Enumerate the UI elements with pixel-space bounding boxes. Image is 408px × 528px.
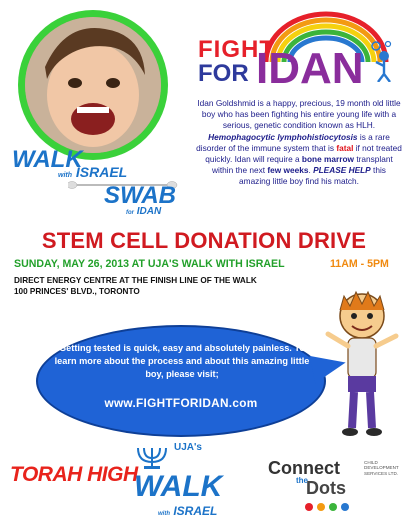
connect-the-dots-logo (268, 458, 404, 518)
few-weeks-emphasis: few weeks (267, 165, 309, 176)
for-text: for (126, 210, 134, 216)
uja-with-israel (158, 504, 217, 518)
bio-paragraph-2d: . (308, 165, 311, 176)
hlh-term: Hemophagocytic lymphohistiocytosis (208, 131, 358, 142)
israel-text: ISRAEL (75, 164, 128, 180)
uja-with-text: with (158, 511, 170, 517)
torah-high-logo: TORAH HIGH (10, 463, 138, 486)
walk-swab-logo (8, 146, 178, 226)
dots-text: Dots (306, 478, 346, 498)
with-israel-text (58, 164, 127, 180)
bio-text (196, 98, 402, 188)
menorah-icon (132, 440, 172, 470)
logo-for-text: FOR (198, 60, 249, 87)
for-idan-text (126, 206, 161, 217)
website-link[interactable]: www.FIGHTFORIDAN.com (104, 396, 258, 410)
event-venue (14, 275, 257, 297)
venue-line-2: 100 PRINCES' BLVD., TORONTO (14, 287, 140, 296)
uja-walk-text: WALK (134, 470, 223, 503)
bone-marrow-emphasis: bone marrow (301, 154, 355, 165)
with-text: with (58, 172, 72, 179)
swab-text: SWAB (104, 182, 176, 209)
bubble-boy-icon (368, 38, 398, 82)
cartoon-kid-icon (322, 290, 402, 440)
child-photo (25, 17, 161, 153)
child-photo-frame (18, 10, 168, 160)
venue-line-1: DIRECT ENERGY CENTRE AT THE FINISH LINE OF THE WALK (14, 276, 257, 285)
event-headline: STEM CELL DONATION DRIVE (41, 228, 367, 253)
please-help-emphasis: PLEASE HELP (313, 165, 371, 176)
event-time: 11AM - 5PM (330, 258, 389, 270)
bio-paragraph-3: this amazing little boy find his match. (239, 165, 386, 187)
bio-paragraph-1: Idan Goldshmid is a happy, precious, 19 month old little boy who has been fighting his entire young life with a serious, genetic condition known as HLH. (197, 98, 401, 131)
uja-walk-logo (130, 440, 260, 522)
bio-paragraph-2a: is a rare disorder of the immune system that is (196, 131, 390, 153)
event-date: SUNDAY, MAY 26, 2013 AT UJA'S WALK WITH ISRAEL (14, 258, 285, 270)
logo-fight-text: FIGHT (198, 36, 275, 63)
logo-idan-text: IDAN (256, 44, 364, 93)
fatal-emphasis: fatal (336, 142, 354, 153)
uja-israel-text: ISRAEL (173, 504, 218, 518)
bubble-message: Getting tested is quick, easy and absolutely painless. To learn more about the process and about this amazing little boy, please visit; (54, 343, 310, 379)
child-development-text: CHILD DEVELOPMENT SERVICES LTD. (364, 460, 399, 476)
walk-text: WALK (12, 146, 83, 173)
dots-icon (304, 502, 364, 512)
uja-label: UJA's (174, 442, 202, 453)
the-text: the (296, 476, 308, 485)
connect-text: Connect (268, 458, 340, 478)
bio-paragraph-2c: transplant within the next (212, 154, 393, 176)
fight-for-idan-logo (196, 10, 396, 93)
bio-paragraph-2b: if not treated quickly. Idan will require a (205, 142, 402, 165)
idan-text: IDAN (136, 206, 162, 217)
